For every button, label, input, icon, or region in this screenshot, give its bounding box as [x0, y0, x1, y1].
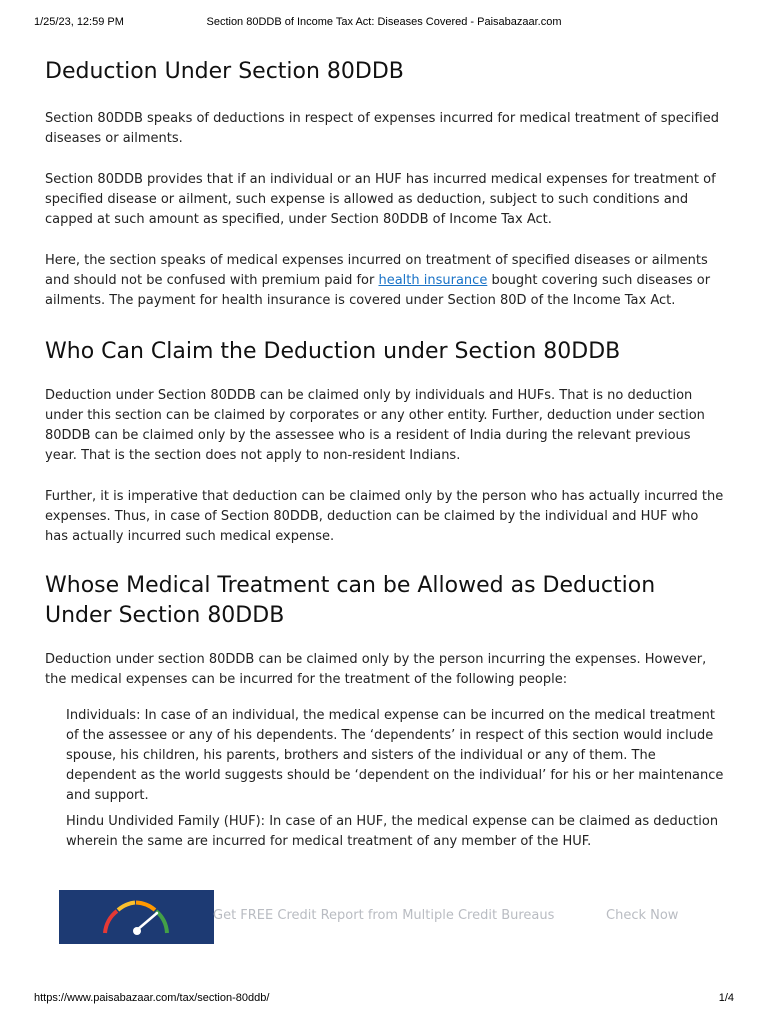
- who-paragraph-1: Deduction under Section 80DDB can be claimed only by individuals and HUFs. That is no deduction under this section can be claimed by corporates or any other entity. Further, deduction under section 80DDB can be claimed only by the assessee who is a resident of India during the relevant previous year. That is the section does not apply to non-resident Indians.: [45, 388, 705, 463]
- page-title: Deduction Under Section 80DDB: [45, 59, 404, 84]
- list-item: Hindu Undivided Family (HUF): In case of an HUF, the medical expense can be claimed as deduction wherein the same are incurred for medical treatment of any member of the HUF.: [66, 814, 719, 849]
- print-header: [34, 16, 734, 30]
- check-now-button[interactable]: Check Now: [606, 908, 679, 923]
- intro-paragraph-1: Section 80DDB speaks of deductions in respect of expenses incurred for medical treatment of specified diseases or ailments.: [45, 111, 719, 146]
- intro-paragraph-3-text-b: bought covering such diseases or ailments. The payment for health insurance is covered under Section 80D of the Income Tax Act.: [45, 273, 711, 308]
- credit-score-gauge-icon: [59, 890, 214, 944]
- page-number: 1/4: [718, 992, 734, 1004]
- dependents-list: [45, 706, 725, 852]
- who-paragraph-2: Further, it is imperative that deduction can be claimed only by the person who has actually incurred the expenses. Thus, in case of Section 80DDB, deduction can be claimed by the individual and HUF who has actually incurred such medical expense.: [45, 489, 724, 544]
- list-item: Individuals: In case of an individual, the medical expense can be incurred on the medical treatment of the assessee or any of his dependents. The ‘dependents’ in respect of this section would include spouse, his children, his parents, brothers and sisters of the individual or any of them. The dependent as the world suggests should be ‘dependent on the individual’ for his or her maintenance and support.: [66, 708, 724, 803]
- whose-paragraph-1: Deduction under section 80DDB can be claimed only by the person incurring the expenses. However, the medical expenses can be incurred for the treatment of the following people:: [45, 652, 707, 687]
- credit-report-banner[interactable]: [59, 890, 699, 944]
- section-heading-whose-treatment: Whose Medical Treatment can be Allowed as Deduction Under Section 80DDB: [45, 573, 656, 628]
- banner-promo-text: Get FREE Credit Report from Multiple Credit Bureaus: [213, 908, 555, 923]
- banner-image: [59, 890, 214, 944]
- health-insurance-link[interactable]: health insurance: [378, 273, 488, 288]
- print-footer: [34, 992, 734, 1006]
- print-page-title: Section 80DDB of Income Tax Act: Diseases Covered - Paisabazaar.com: [206, 16, 562, 28]
- intro-paragraph-2: Section 80DDB provides that if an individual or an HUF has incurred medical expenses for treatment of specified disease or ailment, such expense is allowed as deduction, subject to such conditions and capped at such amount as specified, under Section 80DDB of Income Tax Act.: [45, 172, 716, 227]
- print-url: https://www.paisabazaar.com/tax/section-80ddb/: [34, 992, 270, 1004]
- intro-paragraph-3: [45, 251, 725, 311]
- print-datetime: 1/25/23, 12:59 PM: [34, 16, 124, 28]
- intro-paragraph-3-text-a: Here, the section speaks of medical expenses incurred on treatment of specified diseases or ailments and should not be confused with premium paid for: [45, 253, 708, 288]
- article-content: [45, 56, 725, 858]
- section-heading-who-can-claim: Who Can Claim the Deduction under Section 80DDB: [45, 339, 621, 364]
